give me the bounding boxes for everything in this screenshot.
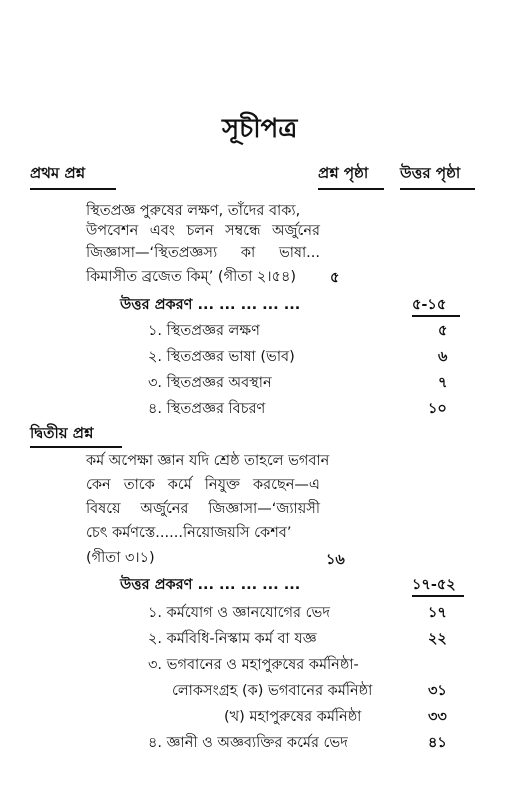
q2-item-1-page: ১৭: [428, 605, 447, 621]
q2-item-4: ৪. জ্ঞানী ও অজ্ঞব্যক্তির কর্মের ভেদ: [148, 735, 348, 751]
word: কা: [240, 245, 256, 261]
question-page-column-header: প্রশ্ন পৃষ্ঠা: [318, 164, 369, 182]
word: সম্বন্ধে: [225, 223, 261, 239]
word: চলন: [186, 223, 214, 239]
q1-line-3: [86, 246, 320, 261]
q1-item-1-page: ৫: [438, 323, 448, 339]
q1-item-2: ২. স্থিতপ্রজ্ঞর ভাষা (ভাব): [148, 349, 295, 365]
word: জিজ্ঞাসা—‘স্থিতপ্রজ্ঞস্য: [86, 245, 218, 261]
q2-item-1: ১. কর্মযোগ ও জ্ঞানযোগের ভেদ: [148, 605, 330, 621]
heading-underline: [30, 188, 116, 190]
q2-line-3: [86, 502, 320, 517]
q1-item-1: ১. স্থিতপ্রজ্ঞর লক্ষণ: [148, 323, 260, 339]
q1-answer-range: ৫-১৫: [412, 297, 447, 313]
answer-page-column-header: উত্তর পৃষ্ঠা: [400, 164, 461, 182]
q2-answer-range: ১৭-৫২: [412, 577, 456, 593]
q1-item-4-page: ১০: [428, 401, 447, 417]
q1-item-4: ৪. স্থিতপ্রজ্ঞর বিচরণ: [148, 401, 266, 417]
word: এবং: [149, 223, 176, 239]
word: ভাষা...: [278, 245, 320, 261]
q2-answer-label: উত্তর প্রকরণ ... ... ... ... ...: [120, 577, 301, 593]
q1-answer-label: উত্তর প্রকরণ ... ... ... ... ...: [120, 297, 301, 313]
q1-line-2: [86, 224, 320, 239]
word: জিজ্ঞাসা—‘জ্যায়সী: [208, 501, 320, 517]
q2-answer-range-underline: [412, 595, 464, 597]
q1-line-4: কিমাসীত ব্রজেত কিম্’ (গীতা ২।৫৪): [86, 269, 297, 285]
q2-line-4: চেৎ কর্মণস্তে......নিয়োজয়সি কেশব’: [86, 525, 292, 541]
q2-item-3a-page: ৩১: [428, 683, 447, 699]
q2-line-2: [86, 478, 320, 493]
q2-question-page: ১৬: [326, 552, 345, 568]
q1-answer-range-underline: [412, 315, 460, 317]
word: অর্জুনের: [140, 501, 189, 517]
word: করছেন—এ: [253, 477, 320, 493]
q1-item-3-page: ৭: [438, 375, 448, 391]
word: কেন: [86, 477, 111, 493]
second-question-heading: দ্বিতীয় প্রশ্ন: [30, 424, 94, 442]
a-page-underline: [400, 188, 475, 190]
q2-item-3a: লোকসংগ্রহ (ক) ভগবানের কর্মনিষ্ঠা: [172, 683, 373, 699]
q2-line-5: (গীতা ৩।১): [86, 550, 155, 566]
q1-item-3: ৩. স্থিতপ্রজ্ঞর অবস্থান: [148, 375, 272, 391]
word: অর্জুনের: [271, 223, 320, 239]
second-heading-underline: [30, 446, 122, 448]
q2-line-1: কর্ম অপেক্ষা জ্ঞান যদি শ্রেষ্ঠ তাহলে ভগবান: [86, 453, 330, 469]
word: বিষয়ে: [86, 501, 121, 517]
q2-item-4-page: ৪১: [428, 735, 447, 751]
q-page-underline: [318, 188, 384, 190]
q2-item-3: ৩. ভগবানের ও মহাপুরুষের কর্মনিষ্ঠা-: [148, 657, 359, 673]
q2-item-2-page: ২২: [428, 631, 447, 647]
word: উপবেশন: [86, 223, 139, 239]
q2-item-3b-page: ৩৩: [428, 709, 447, 725]
q1-line-1: স্থিতপ্রজ্ঞ পুরুষের লক্ষণ, তাঁদের বাক্য,: [86, 203, 301, 219]
first-question-heading: প্রথম প্রশ্ন: [30, 164, 86, 182]
page-title: সূচীপত্র: [222, 114, 298, 144]
word: নিযুক্ত: [204, 477, 241, 493]
q1-item-2-page: ৬: [438, 349, 448, 365]
q2-item-2: ২. কর্মবিধি-নিস্কাম কর্ম বা যজ্ঞ: [148, 631, 317, 647]
word: কর্মে: [167, 477, 192, 493]
q1-question-page: ৫: [330, 270, 340, 286]
word: তাকে: [123, 477, 155, 493]
q2-item-3b: (খ) মহাপুরুষের কর্মনিষ্ঠা: [224, 709, 362, 725]
